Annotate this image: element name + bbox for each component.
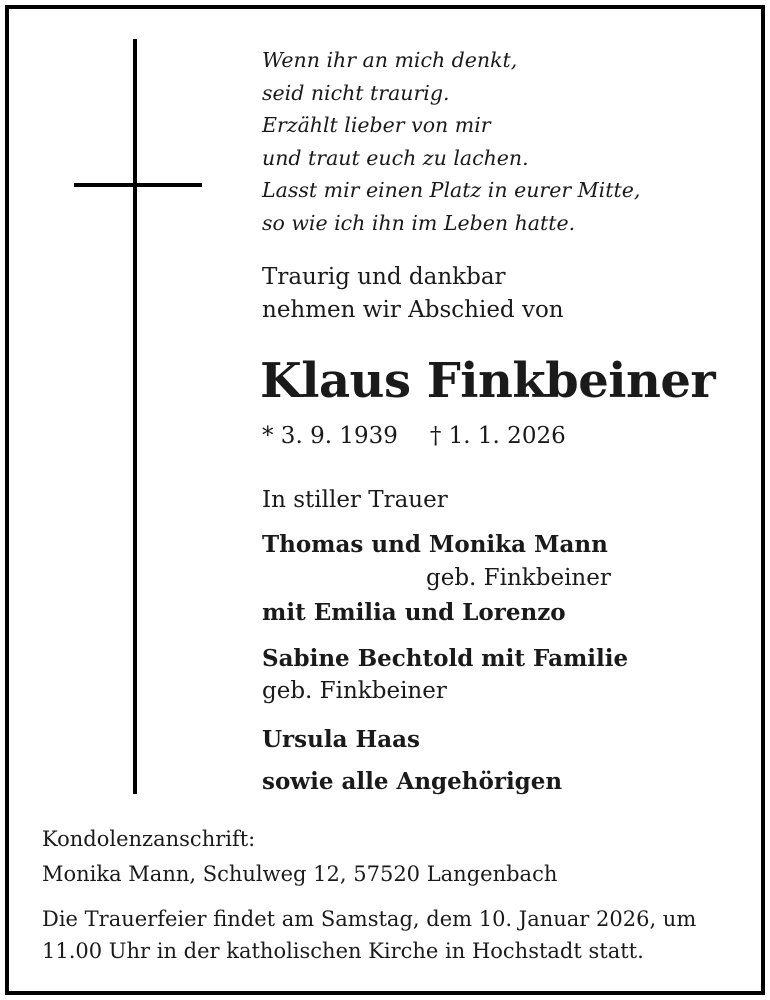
condolence-label: Kondolenzanschrift: — [42, 827, 256, 851]
intro-line: nehmen wir Abschied von — [262, 297, 564, 323]
poem — [262, 44, 640, 240]
poem-line: und traut euch zu lachen. — [262, 145, 529, 170]
mourner-family-3: Ursula Haas — [262, 726, 420, 753]
deceased-name: Klaus Finkbeiner — [260, 353, 716, 409]
poem-line: Lasst mir einen Platz in eurer Mitte, — [262, 178, 641, 203]
condolence-address: Monika Mann, Schulweg 12, 57520 Langenbach — [42, 862, 558, 886]
death-date: † 1. 1. 2026 — [429, 423, 566, 449]
poem-line: seid nicht traurig. — [262, 80, 450, 105]
birth-date: * 3. 9. 1939 — [262, 423, 398, 449]
intro-text — [262, 261, 564, 327]
mourner-others: sowie alle Angehörigen — [262, 768, 563, 795]
mourner-family-2: Sabine Bechtold mit Familie — [262, 645, 629, 672]
poem-line: Wenn ihr an mich denkt, — [262, 48, 518, 72]
poem-line: Erzählt lieber von mir — [262, 113, 491, 138]
funeral-info-line: 11.00 Uhr in der katholischen Kirche in Hochstadt statt. — [42, 939, 644, 963]
mourner-family-2-nee: geb. Finkbeiner — [262, 678, 447, 704]
intro-line: Traurig und dankbar — [262, 264, 506, 290]
life-dates — [262, 420, 566, 453]
funeral-info-line: Die Trauerfeier findet am Samstag, dem 10. Januar 2026, um — [42, 907, 697, 931]
mourner-family-1-children: mit Emilia und Lorenzo — [262, 599, 566, 626]
cross-vertical-bar — [133, 39, 137, 794]
cross-horizontal-bar — [74, 183, 202, 187]
mourner-family-1-nee: geb. Finkbeiner — [426, 565, 611, 591]
poem-line: so wie ich ihn im Leben hatte. — [262, 210, 576, 235]
mourner-family-1: Thomas und Monika Mann — [262, 531, 608, 558]
mourners-heading: In stiller Trauer — [262, 487, 448, 513]
